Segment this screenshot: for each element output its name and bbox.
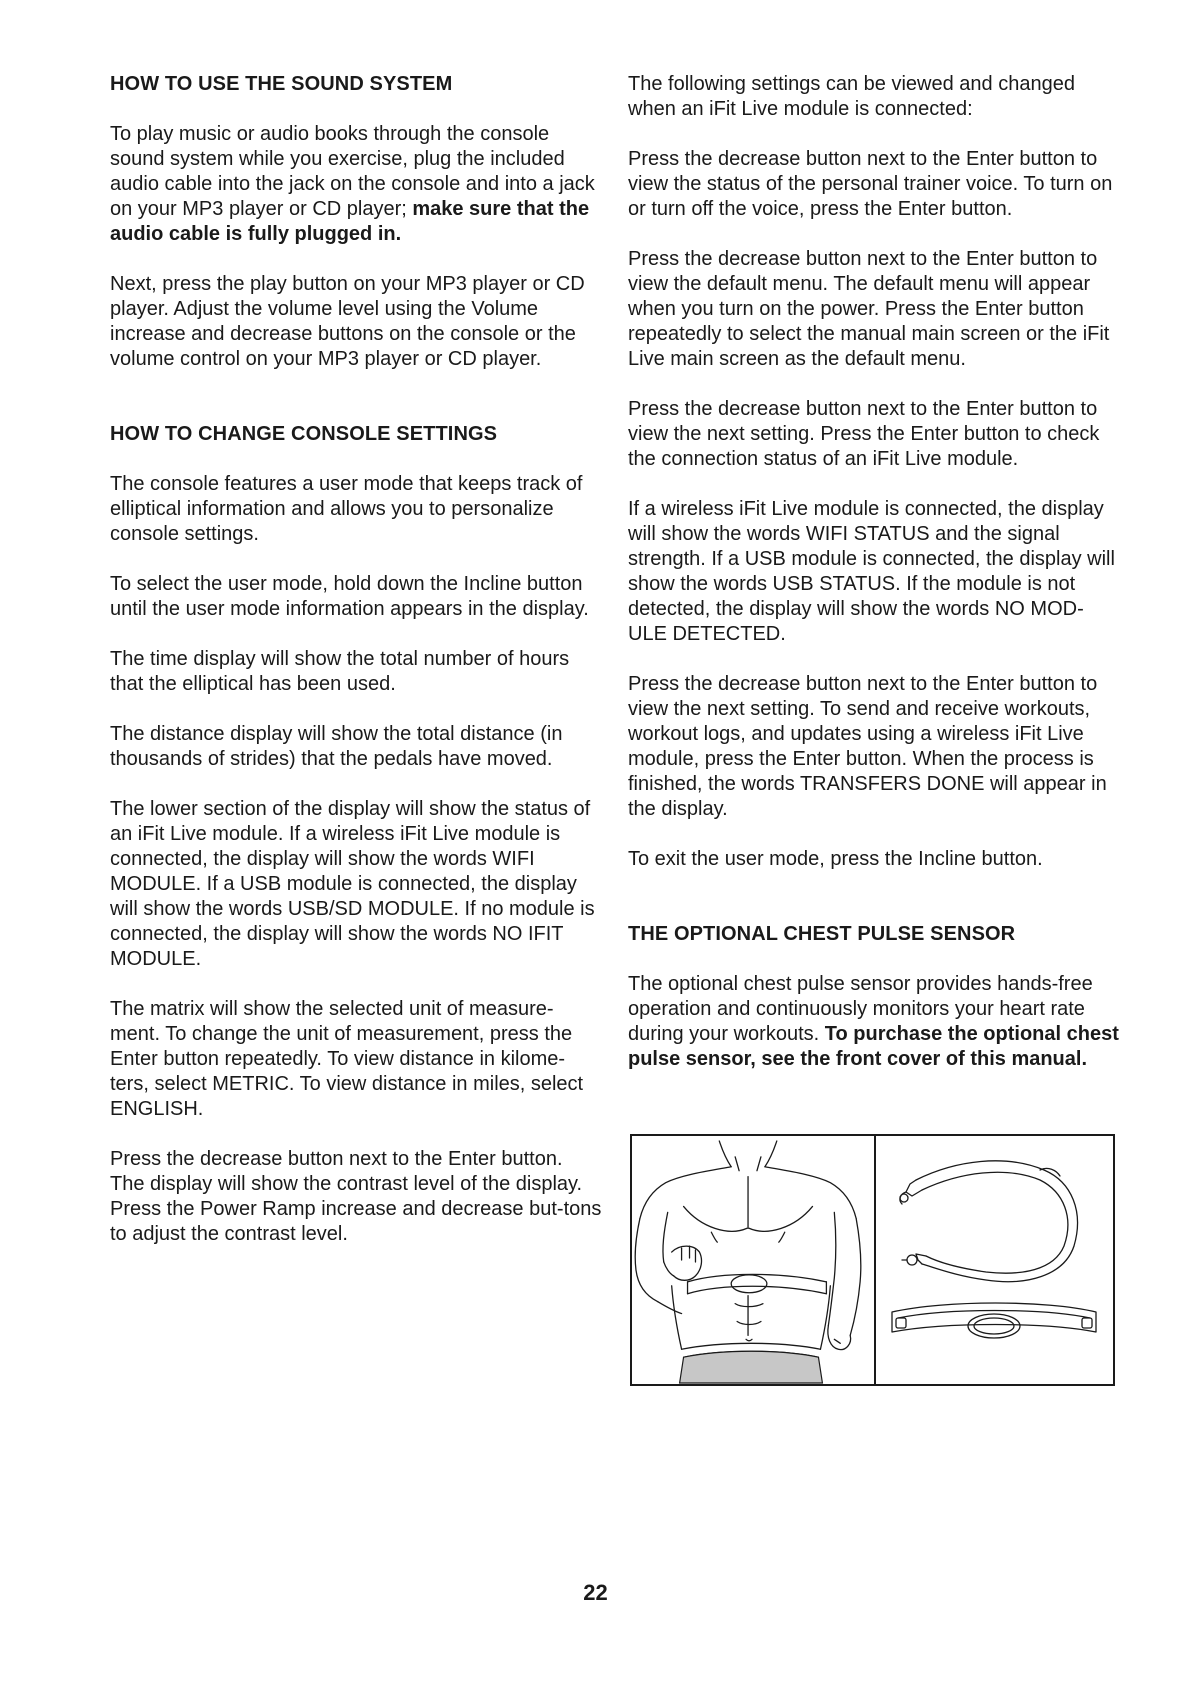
ifit-settings-paragraph-7: To exit the user mode, press the Incline button.	[628, 848, 1043, 870]
sensor-and-strap-illustration	[876, 1136, 1113, 1384]
chest-sensor-heading: THE OPTIONAL CHEST PULSE SENSOR	[628, 923, 1016, 945]
chest-sensor-paragraph-text: The optional chest pulse sensor provides hands-free operation and continuously monitors your heart rate during your workouts.	[628, 973, 1093, 1045]
right-column	[628, 72, 1120, 1097]
console-settings-paragraph-2: To select the user mode, hold down the Incline button until the user mode information appears in the display.	[110, 573, 589, 620]
section-spacer	[110, 397, 602, 422]
chest-sensor-paragraph-bold: To purchase the optional chest pulse sensor, see the front cover of this manual.	[628, 1023, 1119, 1070]
ifit-settings-paragraph-3: Press the decrease button next to the Enter button to view the default menu. The default menu will appear when you turn on the power. Press the Enter button repeatedly to select the manual main screen or the iFit Live main screen as the default menu.	[628, 248, 1110, 370]
console-settings-paragraph-5: The lower section of the display will show the status of an iFit Live module. If a wireless iFit Live module is connected, the display will show the words WIFI MODULE. If a USB module is connected, the display will show the words USB/SD MODULE. If no module is connected, the display will show the words NO IFIT MODULE.	[110, 798, 595, 970]
console-settings-paragraph-4: The distance display will show the total distance (in thousands of strides) that the pedals have moved.	[110, 723, 563, 770]
page-number: 22	[583, 1580, 608, 1605]
chest-sensor-figure	[630, 1134, 1115, 1386]
ifit-settings-paragraph-2: Press the decrease button next to the Enter button to view the status of the personal trainer voice. To turn on or turn off the voice, press the Enter button.	[628, 148, 1113, 220]
console-settings-paragraph-6: The matrix will show the selected unit of measure-ment. To change the unit of measurement, press the Enter button repeatedly. To view distance in kilome-ters, select METRIC. To view distance in miles, select ENGLISH.	[110, 998, 584, 1120]
console-settings-paragraph-7: Press the decrease button next to the Enter button. The display will show the contrast level of the display. Press the Power Ramp increase and decrease but-tons to adjust the contrast level.	[110, 1148, 602, 1245]
left-column	[110, 72, 602, 1272]
sound-system-heading: HOW TO USE THE SOUND SYSTEM	[110, 73, 453, 95]
person-wearing-sensor-illustration	[632, 1136, 874, 1384]
console-settings-paragraph-1: The console features a user mode that keeps track of elliptical information and allows you to personalize console settings.	[110, 473, 583, 545]
sound-system-paragraph-1-bold: make sure that the audio cable is fully plugged in.	[110, 198, 590, 245]
ifit-settings-paragraph-6: Press the decrease button next to the Enter button to view the next setting. To send and receive workouts, workout logs, and updates using a wireless iFit Live module, press the Enter button. When the process is finished, the words TRANSFERS DONE will appear in the display.	[628, 673, 1107, 820]
sound-system-paragraph-1-text: To play music or audio books through the console sound system while you exercise, plug the included audio cable into the jack on the console and into a jack on your MP3 player or CD player;	[110, 123, 595, 220]
sensor-and-strap-panel	[876, 1136, 1113, 1384]
chest-sensor-paragraph	[628, 972, 1120, 1072]
section-spacer	[628, 897, 1120, 922]
sound-system-paragraph-2: Next, press the play button on your MP3 player or CD player. Adjust the volume level using the Volume increase and decrease buttons on the console or the volume control on your MP3 player or CD player.	[110, 273, 585, 370]
ifit-settings-paragraph-1: The following settings can be viewed and changed when an iFit Live module is connected:	[628, 73, 1075, 120]
ifit-settings-paragraph-5: If a wireless iFit Live module is connected, the display will show the words WIFI STATUS and the signal strength. If a USB module is connected, the display will show the words USB STATUS. If the module is not detected, the display will show the words NO MOD-ULE DETECTED.	[628, 498, 1115, 645]
ifit-settings-paragraph-4: Press the decrease button next to the Enter button to view the next setting. Press the Enter button to check the connection status of an iFit Live module.	[628, 398, 1100, 470]
sound-system-paragraph-1	[110, 122, 602, 247]
console-settings-paragraph-3: The time display will show the total number of hours that the elliptical has been used.	[110, 648, 570, 695]
person-wearing-sensor-panel	[632, 1136, 876, 1384]
console-settings-heading: HOW TO CHANGE CONSOLE SETTINGS	[110, 423, 498, 445]
